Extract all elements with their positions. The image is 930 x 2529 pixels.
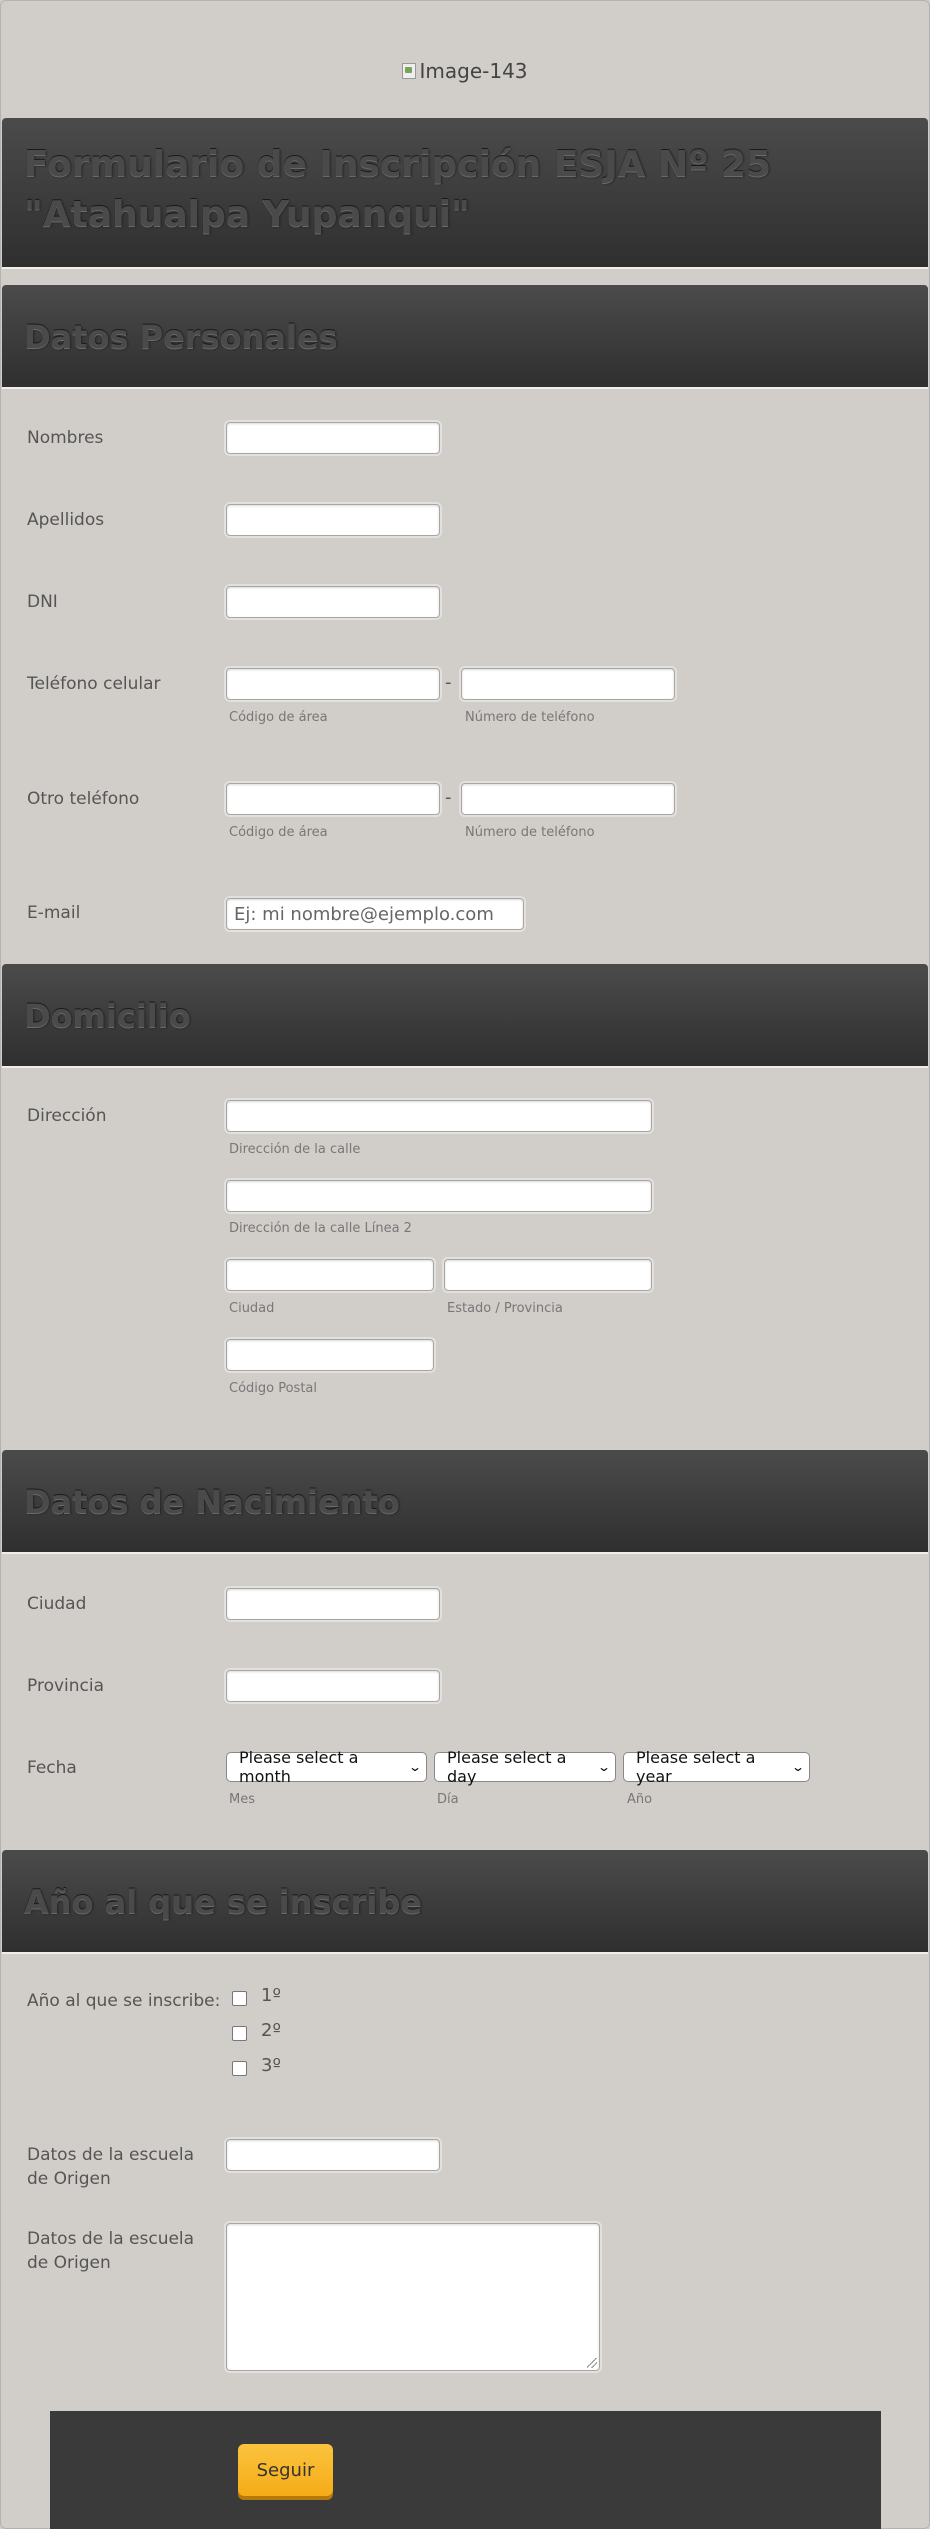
- chevron-down-icon: ⌄: [596, 1760, 612, 1774]
- state-input[interactable]: [444, 1259, 652, 1291]
- day-select-value: Please select a day: [447, 1748, 567, 1786]
- form-header: [2, 118, 928, 269]
- checkbox-1[interactable]: [232, 1991, 247, 2006]
- month-select-value: Please select a month: [239, 1748, 359, 1786]
- broken-image-icon: [402, 63, 416, 79]
- state-sublabel: Estado / Provincia: [447, 1301, 563, 1316]
- month-select[interactable]: [226, 1748, 427, 1786]
- street-sublabel: Dirección de la calle: [229, 1142, 361, 1157]
- year-sublabel: Año: [627, 1792, 653, 1807]
- dni-label: DNI: [27, 592, 58, 612]
- nac-ciudad-input[interactable]: [226, 1588, 440, 1620]
- nac-provincia-label: Provincia: [27, 1676, 105, 1696]
- year-select[interactable]: [623, 1748, 810, 1786]
- nac-ciudad-label: Ciudad: [27, 1594, 87, 1614]
- phone-separator: -: [445, 672, 452, 693]
- dni-input[interactable]: [226, 586, 440, 618]
- form-title: Formulario de Inscripción ESJA Nº 25 "Atahualpa Yupanqui": [24, 144, 772, 235]
- chevron-down-icon: ⌄: [790, 1760, 806, 1774]
- city-input[interactable]: [226, 1259, 434, 1291]
- email-label: E-mail: [27, 903, 81, 923]
- otro-telefono-area-sublabel: Código de área: [229, 825, 328, 840]
- logo-image: [402, 59, 527, 83]
- section-title-personal: Datos Personales: [24, 318, 338, 356]
- logo-alt-text: Image-143: [419, 59, 528, 83]
- nac-provincia-input[interactable]: [226, 1670, 440, 1702]
- direccion-label: Dirección: [27, 1106, 107, 1126]
- section-header-personal: [2, 285, 928, 389]
- logo-area: [0, 0, 930, 118]
- section-title-birth: Datos de Nacimiento: [24, 1483, 400, 1521]
- telefono-celular-number-input[interactable]: [461, 668, 675, 700]
- year-select-value: Please select a year: [636, 1748, 756, 1786]
- zip-sublabel: Código Postal: [229, 1381, 318, 1396]
- escuela-origen-textarea-label: Datos de la escuela de Origen: [27, 2229, 195, 2273]
- anio-inscribe-label: Año al que se inscribe:: [27, 1991, 221, 2011]
- phone-separator: -: [445, 787, 452, 808]
- apellidos-input[interactable]: [226, 504, 440, 536]
- checkbox-2[interactable]: [232, 2026, 247, 2041]
- checkbox-2-label: 2º: [261, 2020, 281, 2041]
- street-input[interactable]: [226, 1100, 652, 1132]
- email-input[interactable]: [226, 898, 524, 930]
- form-footer: [50, 2411, 881, 2529]
- street2-sublabel: Dirección de la calle Línea 2: [229, 1221, 412, 1236]
- chevron-down-icon: ⌄: [407, 1760, 423, 1774]
- escuela-origen-input[interactable]: [226, 2139, 440, 2171]
- day-select[interactable]: [434, 1748, 616, 1786]
- submit-button[interactable]: Seguir: [238, 2444, 333, 2496]
- otro-telefono-label: Otro teléfono: [27, 789, 140, 809]
- telefono-celular-label: Teléfono celular: [27, 674, 161, 694]
- fecha-label: Fecha: [27, 1758, 77, 1778]
- section-header-address: [2, 964, 928, 1068]
- section-title-address: Domicilio: [24, 997, 191, 1035]
- telefono-celular-number-sublabel: Número de teléfono: [465, 710, 595, 725]
- street2-input[interactable]: [226, 1180, 652, 1212]
- city-sublabel: Ciudad: [229, 1301, 275, 1316]
- section-header-year: [2, 1850, 928, 1954]
- nombres-input[interactable]: [226, 422, 440, 454]
- section-header-birth: [2, 1450, 928, 1554]
- month-sublabel: Mes: [229, 1792, 255, 1807]
- otro-telefono-number-sublabel: Número de teléfono: [465, 825, 595, 840]
- checkbox-3-label: 3º: [261, 2055, 281, 2076]
- checkbox-3[interactable]: [232, 2061, 247, 2076]
- day-sublabel: Día: [437, 1792, 459, 1807]
- telefono-celular-area-input[interactable]: [226, 668, 440, 700]
- otro-telefono-area-input[interactable]: [226, 783, 440, 815]
- section-title-year: Año al que se inscribe: [24, 1883, 422, 1921]
- zip-input[interactable]: [226, 1339, 434, 1371]
- apellidos-label: Apellidos: [27, 510, 105, 530]
- checkbox-1-label: 1º: [261, 1985, 281, 2006]
- nombres-label: Nombres: [27, 428, 104, 448]
- telefono-celular-area-sublabel: Código de área: [229, 710, 328, 725]
- otro-telefono-number-input[interactable]: [461, 783, 675, 815]
- escuela-origen-label: Datos de la escuela de Origen: [27, 2145, 195, 2189]
- resize-handle-icon[interactable]: [587, 2358, 597, 2368]
- escuela-origen-textarea[interactable]: [226, 2223, 600, 2371]
